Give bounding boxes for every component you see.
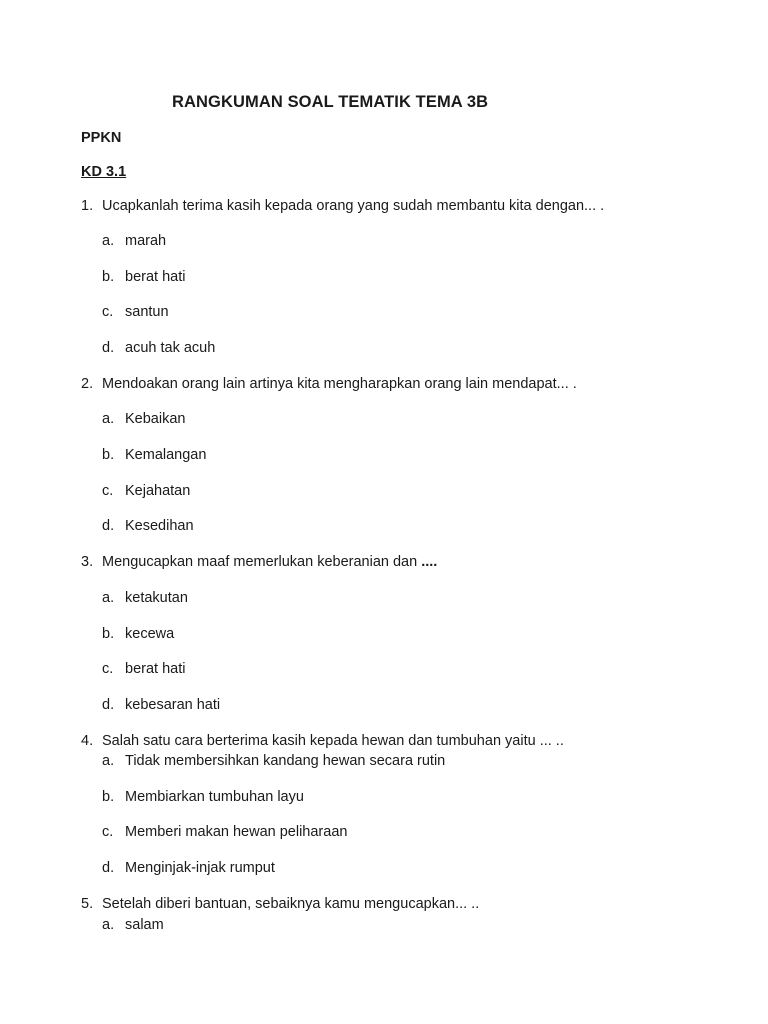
question-number: 3. (81, 554, 94, 570)
option-letter: a. (102, 917, 115, 933)
option-letter: d. (102, 860, 115, 876)
option-letter: a. (102, 590, 115, 606)
option-text: Kejahatan (125, 483, 191, 499)
option-letter: c. (102, 304, 114, 320)
question-text: Ucapkanlah terima kasih kepada orang yang sudah membantu kita dengan... . (102, 198, 605, 214)
option-text: Kebaikan (125, 411, 186, 427)
option-text: acuh tak acuh (125, 340, 216, 356)
option-letter: a. (102, 233, 115, 249)
option-text: Membiarkan tumbuhan layu (125, 789, 304, 805)
option-text: Kesedihan (125, 518, 194, 534)
option-letter: c. (102, 824, 114, 840)
question-number: 5. (81, 896, 94, 912)
option-letter: a. (102, 753, 115, 769)
question-number: 2. (81, 376, 94, 392)
question-text: Mendoakan orang lain artinya kita mengharapkan orang lain mendapat... . (102, 376, 577, 392)
option-text: Memberi makan hewan peliharaan (125, 824, 348, 840)
option-letter: b. (102, 447, 115, 463)
option-letter: d. (102, 518, 115, 534)
option-text: berat hati (125, 269, 186, 285)
option-letter: b. (102, 626, 115, 642)
option-text: Tidak membersihkan kandang hewan secara rutin (125, 753, 446, 769)
option-letter: c. (102, 483, 114, 499)
option-text: salam (125, 917, 164, 933)
option-letter: b. (102, 269, 115, 285)
question-text-ellipsis: .... (421, 554, 438, 570)
option-text: santun (125, 304, 169, 320)
option-letter: d. (102, 340, 115, 356)
document-title: RANGKUMAN SOAL TEMATIK TEMA 3B (172, 93, 489, 111)
question-number: 1. (81, 198, 94, 214)
option-text: berat hati (125, 661, 186, 677)
question-text: Setelah diberi bantuan, sebaiknya kamu mengucapkan... .. (102, 896, 480, 912)
option-letter: b. (102, 789, 115, 805)
option-letter: d. (102, 697, 115, 713)
option-text: Kemalangan (125, 447, 207, 463)
question-text: Salah satu cara berterima kasih kepada hewan dan tumbuhan yaitu ... .. (102, 733, 564, 749)
option-text: marah (125, 233, 167, 249)
question-number: 4. (81, 733, 94, 749)
subject-heading: PPKN (81, 130, 122, 146)
option-text: kebesaran hati (125, 697, 221, 713)
option-letter: c. (102, 661, 114, 677)
option-letter: a. (102, 411, 115, 427)
section-heading: KD 3.1 (81, 164, 127, 180)
option-text: kecewa (125, 626, 175, 642)
option-text: Menginjak-injak rumput (125, 860, 275, 876)
question-text (102, 554, 437, 570)
option-text: ketakutan (125, 590, 188, 606)
question-text-main: Mengucapkan maaf memerlukan keberanian dan (102, 554, 422, 570)
